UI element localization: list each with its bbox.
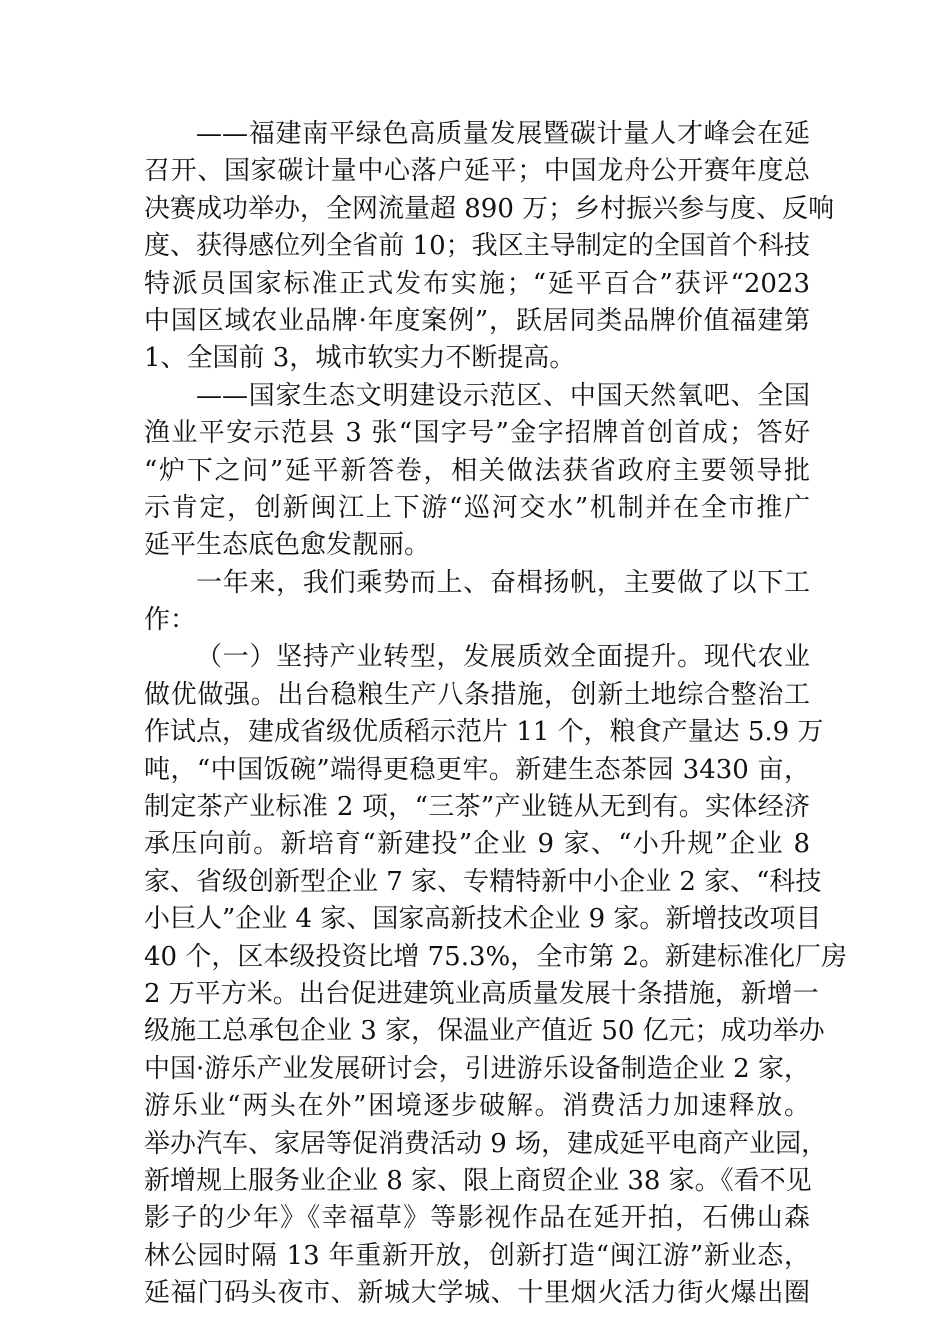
- text-line: 延平生态底色愈发靓丽。: [144, 530, 431, 561]
- text-line: 作试点，建成省级优质稻示范片 11 个，粮食产量达 5.9 万: [144, 717, 824, 748]
- text-line: 召开、国家碳计量中心落户延平；中国龙舟公开赛年度总: [144, 156, 810, 187]
- text-line: 承压向前。新培育“新建投”企业 9 家、“小升规”企业 8: [144, 829, 810, 860]
- text-line: 级施工总承包企业 3 家，保温业产值近 50 亿元；成功举办: [144, 1016, 825, 1047]
- text-line: 举办汽车、家居等促消费活动 9 场，建成延平电商产业园，: [144, 1128, 828, 1159]
- text-line: 延福门码头夜市、新城大学城、十里烟火活力街火爆出圈: [144, 1278, 810, 1309]
- text-line: 2 万平方米。出台促进建筑业高质量发展十条措施，新增一: [144, 978, 819, 1009]
- text-line: 游乐业“两头在外”困境逐步破解。消费活力加速释放。: [144, 1091, 810, 1122]
- text-line: 决赛成功举办，全网流量超 890 万；乡村振兴参与度、反响: [144, 193, 835, 224]
- text-line: ——福建南平绿色高质量发展暨碳计量人才峰会在延: [196, 119, 810, 149]
- text-line: ——国家生态文明建设示范区、中国天然氧吧、全国: [196, 380, 810, 411]
- text-line: 制定茶产业标准 2 项，“三茶”产业链从无到有。实体经济: [144, 792, 810, 823]
- text-line: 影子的少年》《幸福草》等影视作品在延开拍，石佛山森: [144, 1203, 810, 1234]
- text-line: 吨，“中国饭碗”端得更稳更牢。新建生态茶园 3430 亩，: [144, 754, 810, 785]
- text-line: 一年来，我们乘势而上、奋楫扬帆，主要做了以下工: [196, 567, 810, 598]
- text-line: 中国·游乐产业发展研讨会，引进游乐设备制造企业 2 家，: [144, 1053, 810, 1084]
- text-line: 林公园时隔 13 年重新开放，创新打造“闽江游”新业态，: [144, 1240, 810, 1271]
- text-line: 做优做强。出台稳粮生产八条措施，创新土地综合整治工: [144, 679, 810, 710]
- text-line: 渔业平安示范县 3 张“国字号”金字招牌首创首成；答好: [144, 418, 810, 449]
- text-line: 40 个，区本级投资比增 75.3%，全市第 2。新建标准化厂房: [144, 941, 848, 972]
- text-line: 度、获得感位列全省前 10；我区主导制定的全国首个科技: [144, 231, 810, 262]
- document-body: [144, 116, 848, 1313]
- text-line: 家、省级创新型企业 7 家、专精特新中小企业 2 家、“科技: [144, 866, 822, 897]
- text-line: 新增规上服务业企业 8 家、限上商贸企业 38 家。《看不见: [144, 1165, 812, 1196]
- text-line: 作：: [144, 605, 197, 636]
- text-line: 小巨人”企业 4 家、国家高新技术企业 9 家。新增技改项目: [144, 904, 822, 935]
- text-line: 示肯定，创新闽江上下游“巡河交水”机制并在全市推广: [144, 492, 810, 523]
- text-line: 特派员国家标准正式发布实施；“延平百合”获评“2023: [144, 268, 810, 299]
- text-line: “炉下之问”延平新答卷，相关做法获省政府主要领导批: [144, 455, 810, 486]
- text-line: 1、全国前 3，城市软实力不断提高。: [144, 343, 576, 374]
- text-line: （一）坚持产业转型，发展质效全面提升。现代农业: [196, 642, 810, 673]
- text-line: 中国区域农业品牌·年度案例”，跃居同类品牌价值福建第: [144, 305, 810, 336]
